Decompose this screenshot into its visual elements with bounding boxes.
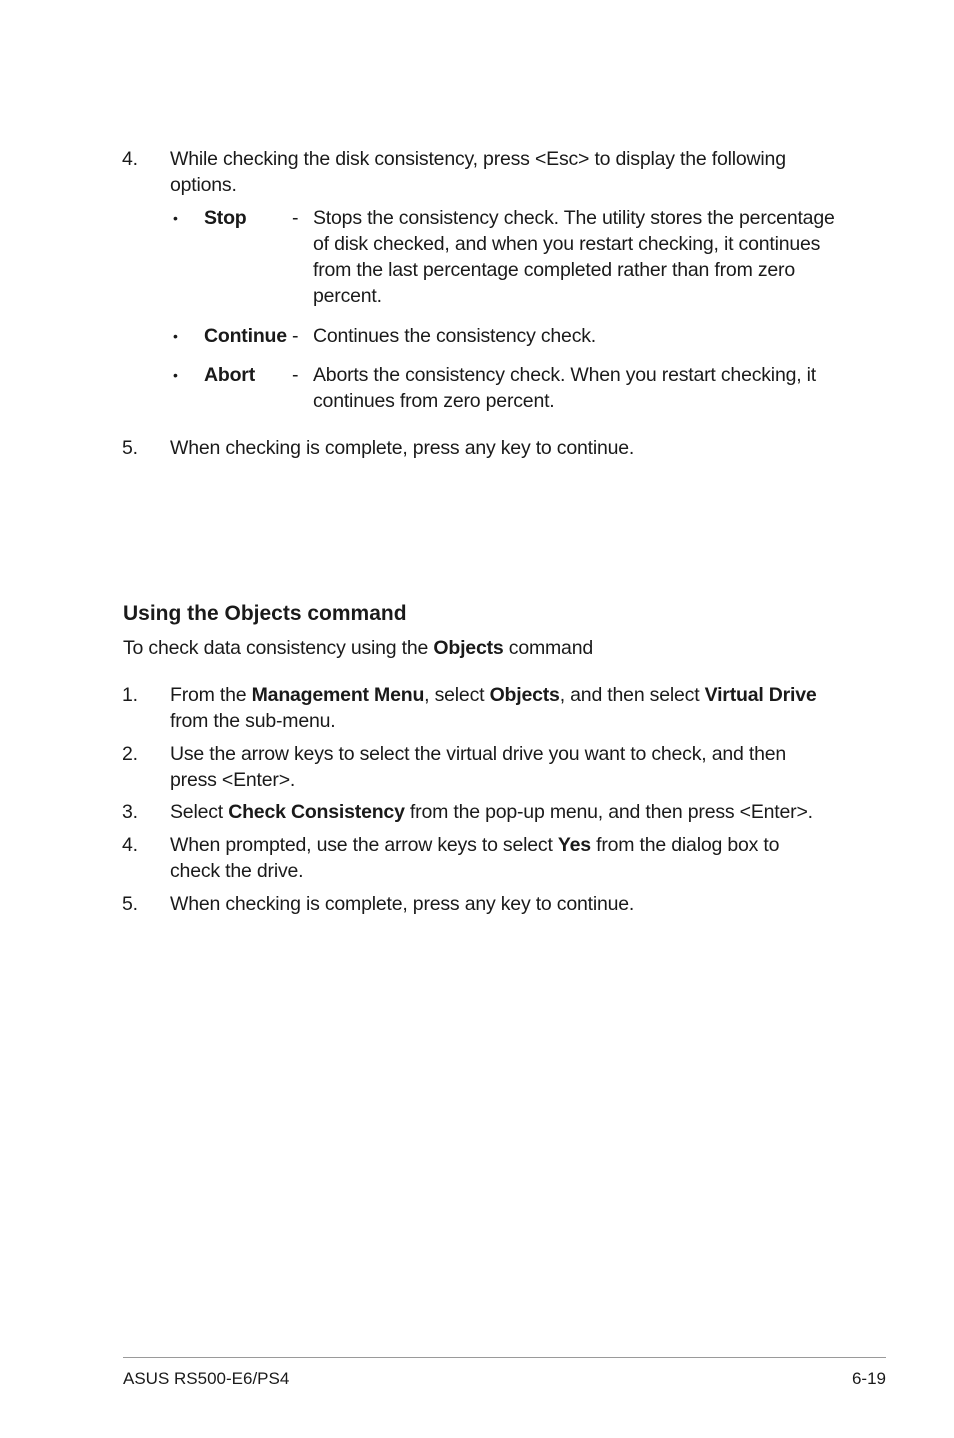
option-dash: - (292, 207, 299, 229)
option-name: Abort (204, 364, 255, 386)
option-dash: - (292, 325, 299, 347)
bullet-icon: • (173, 328, 178, 344)
section-heading: Using the Objects command (123, 602, 407, 625)
step-number: 2. (122, 743, 138, 765)
step-text: When prompted, use the arrow keys to select Yes from the dialog box to check the drive. (170, 834, 780, 882)
step-text: Select Check Consistency from the pop-up menu, and then press <Enter>. (170, 801, 813, 823)
step-text: While checking the disk consistency, press <Esc> to display the following options. (170, 148, 786, 196)
bullet-icon: • (173, 210, 178, 226)
step-text: From the Management Menu, select Objects, and then select Virtual Drive from the sub-menu. (170, 684, 817, 732)
step-number: 4. (122, 834, 138, 856)
step-number: 5. (122, 893, 138, 915)
step-number: 1. (122, 684, 138, 706)
section-intro: To check data consistency using the Objects command (123, 637, 593, 659)
option-description: Aborts the consistency check. When you restart checking, it continues from zero percent. (313, 364, 817, 412)
option-dash: - (292, 364, 299, 386)
option-name: Continue (204, 325, 287, 347)
step-number: 5. (122, 437, 138, 459)
footer-divider (123, 1357, 886, 1358)
bullet-icon: • (173, 367, 178, 383)
footer-product: ASUS RS500-E6/PS4 (123, 1369, 290, 1388)
step-text: When checking is complete, press any key to continue. (170, 893, 635, 915)
step-text: When checking is complete, press any key to continue. (170, 437, 635, 459)
option-description: Stops the consistency check. The utility stores the percentage of disk checked, and when you restart checking, it continues from the last percentage completed rather than from zero percent. (313, 207, 835, 307)
page-number: 6-19 (851, 1369, 886, 1388)
option-name: Stop (204, 207, 247, 229)
step-number: 3. (122, 801, 138, 823)
step-number: 4. (122, 148, 138, 170)
step-text: Use the arrow keys to select the virtual drive you want to check, and then press <Enter>. (170, 743, 787, 791)
option-description: Continues the consistency check. (313, 325, 597, 347)
